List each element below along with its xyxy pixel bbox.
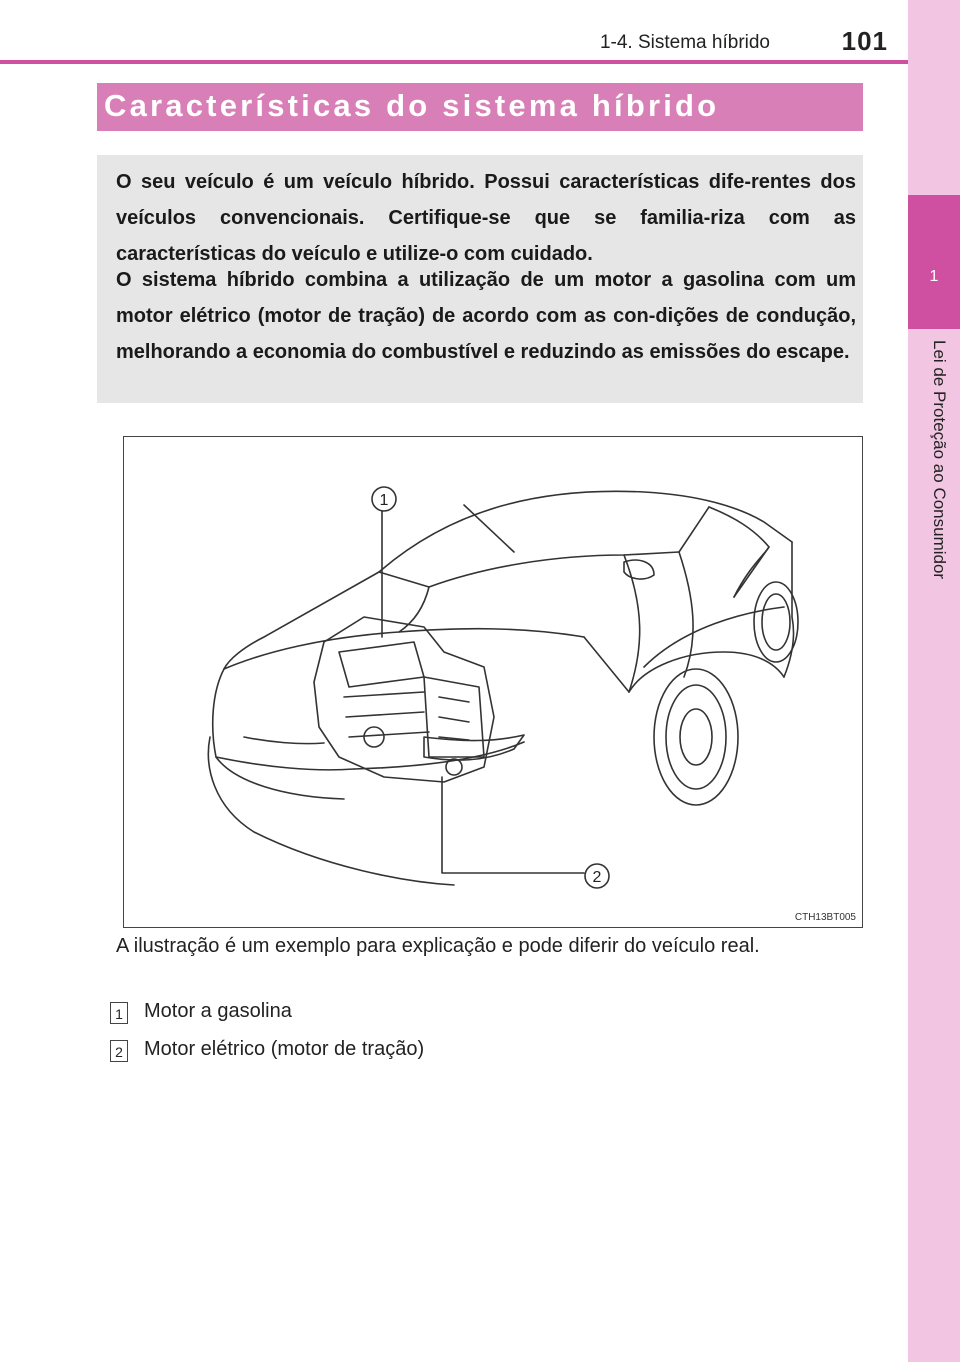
legend-number: 2 — [110, 1040, 128, 1062]
section-label: 1-4. Sistema híbrido — [599, 32, 770, 53]
callout-2-label: 2 — [592, 869, 602, 886]
intro-paragraph: O seu veículo é um veículo híbrido. Possui características dife-rentes dos veículos convencionais. Certifique-se que se familia-riza com as características do veículo e utilize-o com cuidado. — [116, 171, 856, 265]
legend-number: 1 — [110, 1002, 128, 1024]
section-title: Características do sistema híbrido — [104, 88, 720, 123]
page-number: 101 — [841, 26, 888, 56]
callout-1-label: 1 — [379, 492, 389, 509]
car-drawing — [124, 437, 862, 927]
legend-label: Motor elétrico (motor de tração) — [144, 1038, 425, 1060]
figure-caption: A ilustração é um exemplo para explicação e pode diferir do veículo real. — [116, 935, 760, 957]
chapter-title: Lei de Proteção ao Consumidor — [930, 340, 949, 580]
chapter-tab-number: 1 — [929, 268, 939, 285]
intro-paragraph: O sistema híbrido combina a utilização de um motor a gasolina com um motor elétrico (motor de tração) de acordo com as con-dições de condução, melhorando a economia do combustível e reduzindo as emissões do escape. — [116, 269, 856, 363]
legend-label: Motor a gasolina — [144, 1000, 292, 1022]
header-rule — [0, 60, 908, 64]
car-illustration — [123, 436, 863, 928]
chapter-tab[interactable] — [908, 195, 960, 329]
figure-code: CTH13BT005 — [794, 912, 856, 923]
